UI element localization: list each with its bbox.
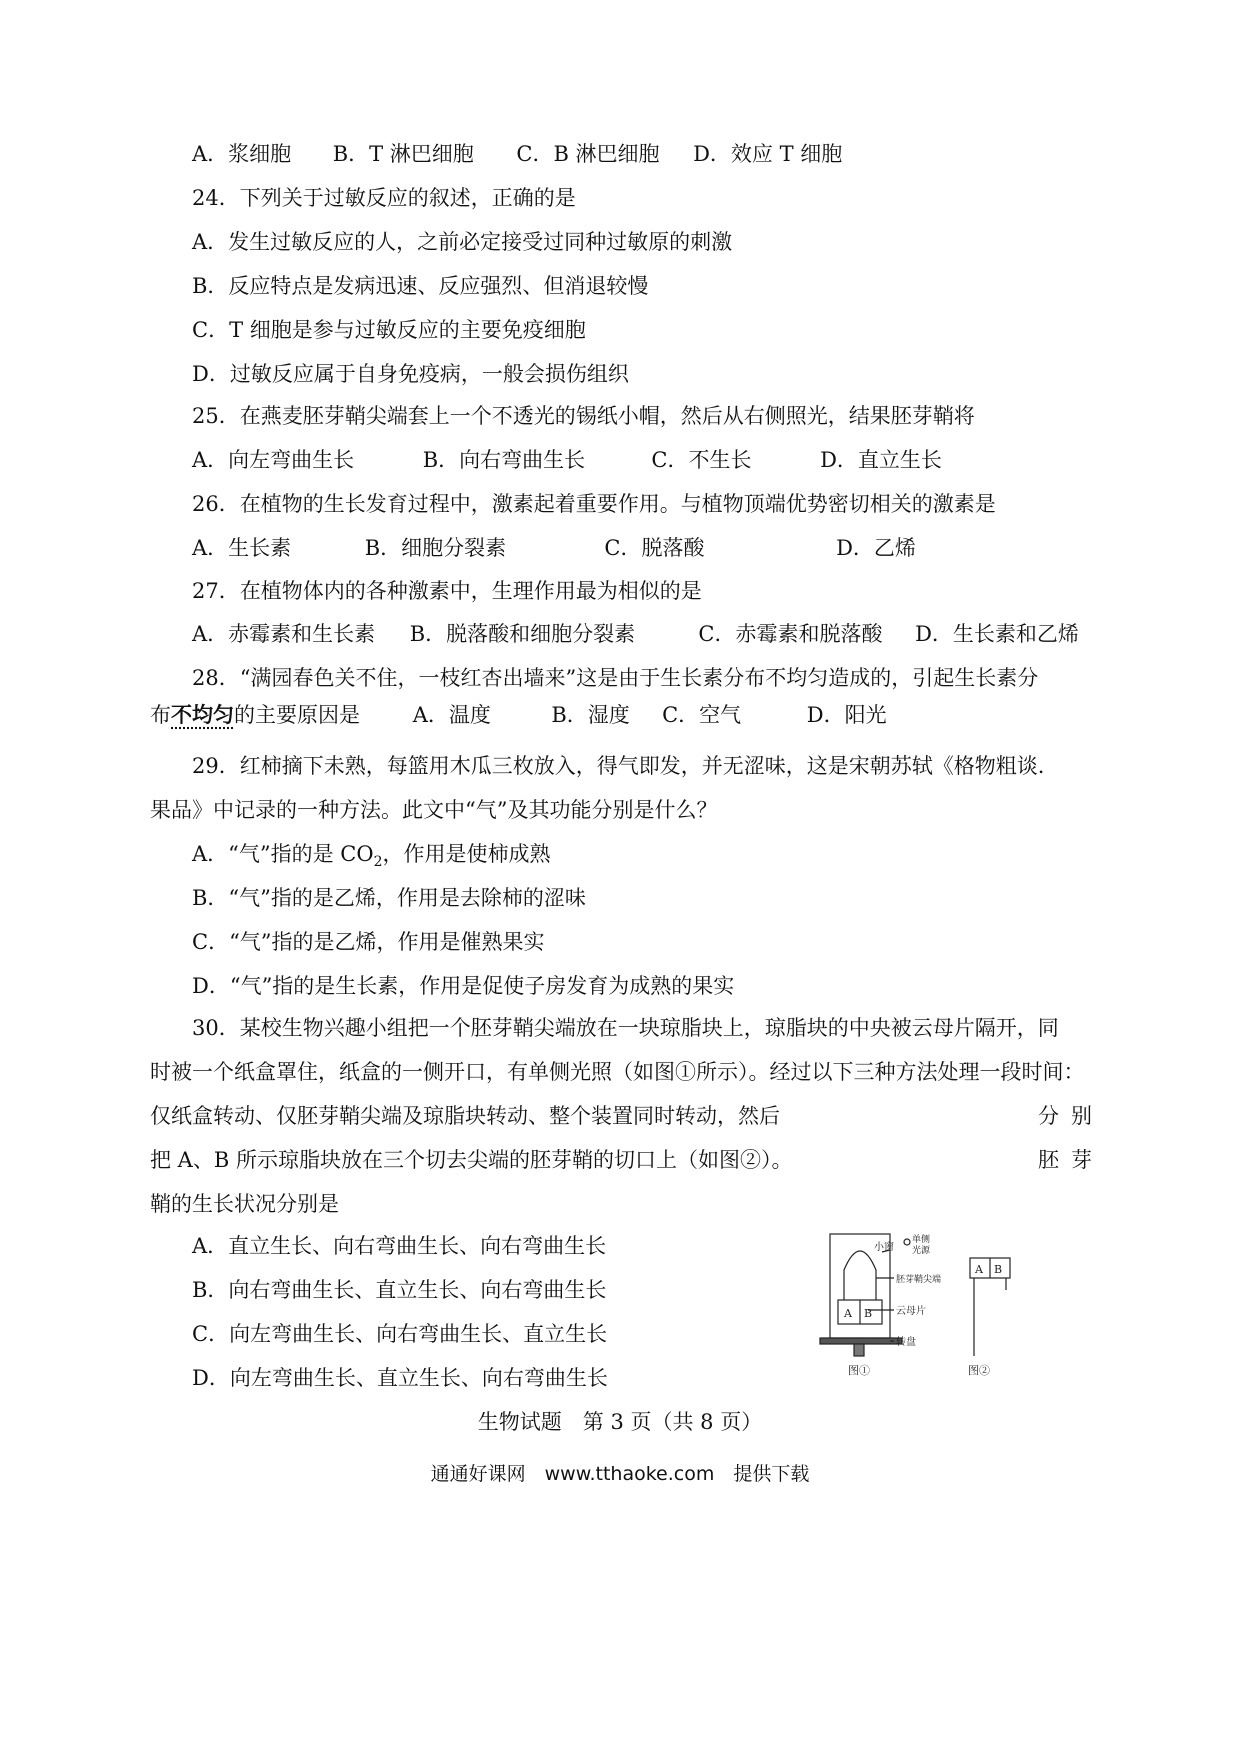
fig1-label-light-1: 单侧: [912, 1235, 931, 1245]
q29-option-a: [192, 840, 551, 876]
q29-option-a-sub: 2: [373, 854, 383, 871]
q28-emphasis: 不均匀: [171, 702, 234, 727]
q23-option-b: B．T 淋巴细胞: [332, 142, 474, 166]
q28-option-d: D．阳光: [806, 703, 887, 727]
q30-line3-end: 分别: [1038, 1104, 1104, 1128]
q24-option-c: C．T 细胞是参与过敏反应的主要免疫细胞: [192, 318, 586, 342]
fig1-block-b: B: [864, 1307, 873, 1320]
q30-option-b: B．向右弯曲生长、直立生长、向右弯曲生长: [192, 1278, 607, 1302]
q26-stem: 26．在植物的生长发育过程中，激素起着重要作用。与植物顶端优势密切相关的激素是: [192, 492, 996, 516]
q25-options: [192, 446, 942, 474]
fig1-caption: 图①: [848, 1364, 870, 1377]
q26-option-b: B．细胞分裂素: [364, 536, 507, 560]
q26-options: [192, 534, 916, 562]
q24-option-d: D．过敏反应属于自身免疫病，一般会损伤组织: [192, 362, 629, 386]
q27-options: [192, 620, 1079, 648]
fig1-axle: [854, 1344, 864, 1356]
fig2-block-b: B: [994, 1263, 1003, 1276]
q25-stem: 25．在燕麦胚芽鞘尖端套上一个不透光的锡纸小帽，然后从右侧照光，结果胚芽鞘将: [192, 404, 975, 428]
q23-options: [192, 140, 842, 168]
q27-option-d: D．生长素和乙烯: [915, 622, 1079, 646]
q29-option-b: B．“气”指的是乙烯，作用是去除柿的涩味: [192, 886, 586, 910]
fig1-light-source-icon: [904, 1239, 910, 1245]
q30-line5: 鞘的生长状况分别是: [150, 1192, 339, 1216]
q28-text-pre: 布: [150, 703, 171, 727]
q28-option-b: B．湿度: [551, 703, 630, 727]
q30-option-a: A．直立生长、向右弯曲生长、向右弯曲生长: [192, 1234, 607, 1258]
q24-option-b: B．反应特点是发病迅速、反应强烈、但消退较慢: [192, 274, 649, 298]
q26-option-d: D．乙烯: [836, 536, 916, 560]
q30-line3: 仅纸盒转动、仅胚芽鞘尖端及琼脂块转动、整个装置同时转动，然后: [150, 1104, 780, 1128]
fig1-label-tip: 胚芽鞘尖端: [896, 1275, 942, 1285]
q30-line4-end: 胚芽: [1038, 1148, 1104, 1172]
fig1-label-light-2: 光源: [912, 1246, 931, 1256]
fig1-label-mica: 云母片: [896, 1306, 926, 1317]
q29-option-a-pre: A．“气”指的是 CO: [192, 842, 374, 866]
q27-stem: 27．在植物体内的各种激素中，生理作用最为相似的是: [192, 579, 702, 603]
fig1-label-window: 小窗: [874, 1242, 894, 1253]
q28-line2: [150, 701, 887, 729]
q30-option-d: D．向左弯曲生长、直立生长、向右弯曲生长: [192, 1366, 608, 1390]
q27-option-b: B．脱落酸和细胞分裂素: [409, 622, 636, 646]
q26-option-c: C．脱落酸: [604, 536, 705, 560]
q29-line2: 果品》中记录的一种方法。此文中“气”及其功能分别是什么？: [150, 798, 718, 822]
q29-option-d: D．“气”指的是生长素，作用是促使子房发育为成熟的果实: [192, 974, 735, 998]
q28-text-post: 的主要原因是: [234, 703, 360, 727]
q30-option-c: C．向左弯曲生长、向右弯曲生长、直立生长: [192, 1322, 608, 1346]
q28-option-a: A．温度: [412, 703, 491, 727]
q30-line4: 把 A、B 所示琼脂块放在三个切去尖端的胚芽鞘的切口上（如图②）。: [150, 1148, 793, 1172]
fig1-label-turntable: 转盘: [896, 1337, 916, 1348]
site-footer: 通通好课网 www.tthaoke.com 提供下载: [430, 1463, 810, 1485]
q26-option-a: A．生长素: [192, 536, 292, 560]
q25-option-a: A．向左弯曲生长: [192, 448, 355, 472]
q28-line1: 28．“满园春色关不住，一枝红杏出墙来”这是由于生长素分布不均匀造成的，引起生长素分: [192, 666, 1039, 690]
q27-option-a: A．赤霉素和生长素: [192, 622, 376, 646]
q25-option-c: C．不生长: [651, 448, 752, 472]
q23-option-c: C．B 淋巴细胞: [516, 142, 660, 166]
q29-option-c: C．“气”指的是乙烯，作用是催熟果实: [192, 930, 545, 954]
page-footer: 生物试题 第 3 页（共 8 页）: [477, 1410, 763, 1434]
fig2-caption: 图②: [968, 1364, 990, 1377]
fig1-block-a: A: [844, 1307, 852, 1320]
q27-option-c: C．赤霉素和脱落酸: [698, 622, 883, 646]
q28-option-c: C．空气: [662, 703, 742, 727]
q30-figure: [818, 1230, 1028, 1380]
q29-line1: 29．红柿摘下未熟，每篮用木瓜三枚放入，得气即发，并无涩味，这是宋朝苏轼《格物粗谈.: [192, 754, 1045, 778]
q23-option-a: A．浆细胞: [192, 142, 292, 166]
q23-option-d: D．效应 T 细胞: [693, 142, 843, 166]
q24-stem: 24．下列关于过敏反应的叙述，正确的是: [192, 186, 576, 210]
q30-line1: 30．某校生物兴趣小组把一个胚芽鞘尖端放在一块琼脂块上，琼脂块的中央被云母片隔开，同: [192, 1016, 1059, 1040]
q29-option-a-post: ，作用是使柿成熟: [382, 842, 551, 866]
q25-option-d: D．直立生长: [820, 448, 942, 472]
q24-option-a: A．发生过敏反应的人，之前必定接受过同种过敏原的刺激: [192, 230, 733, 254]
fig1-coleoptile-tip: [844, 1251, 876, 1300]
q30-line2: 时被一个纸盒罩住，纸盒的一侧开口，有单侧光照（如图①所示）。经过以下三种方法处理一段时间：: [150, 1060, 1085, 1084]
fig2-block-a: A: [975, 1263, 983, 1276]
q25-option-b: B．向右弯曲生长: [422, 448, 586, 472]
fig1-turntable: [820, 1338, 902, 1344]
